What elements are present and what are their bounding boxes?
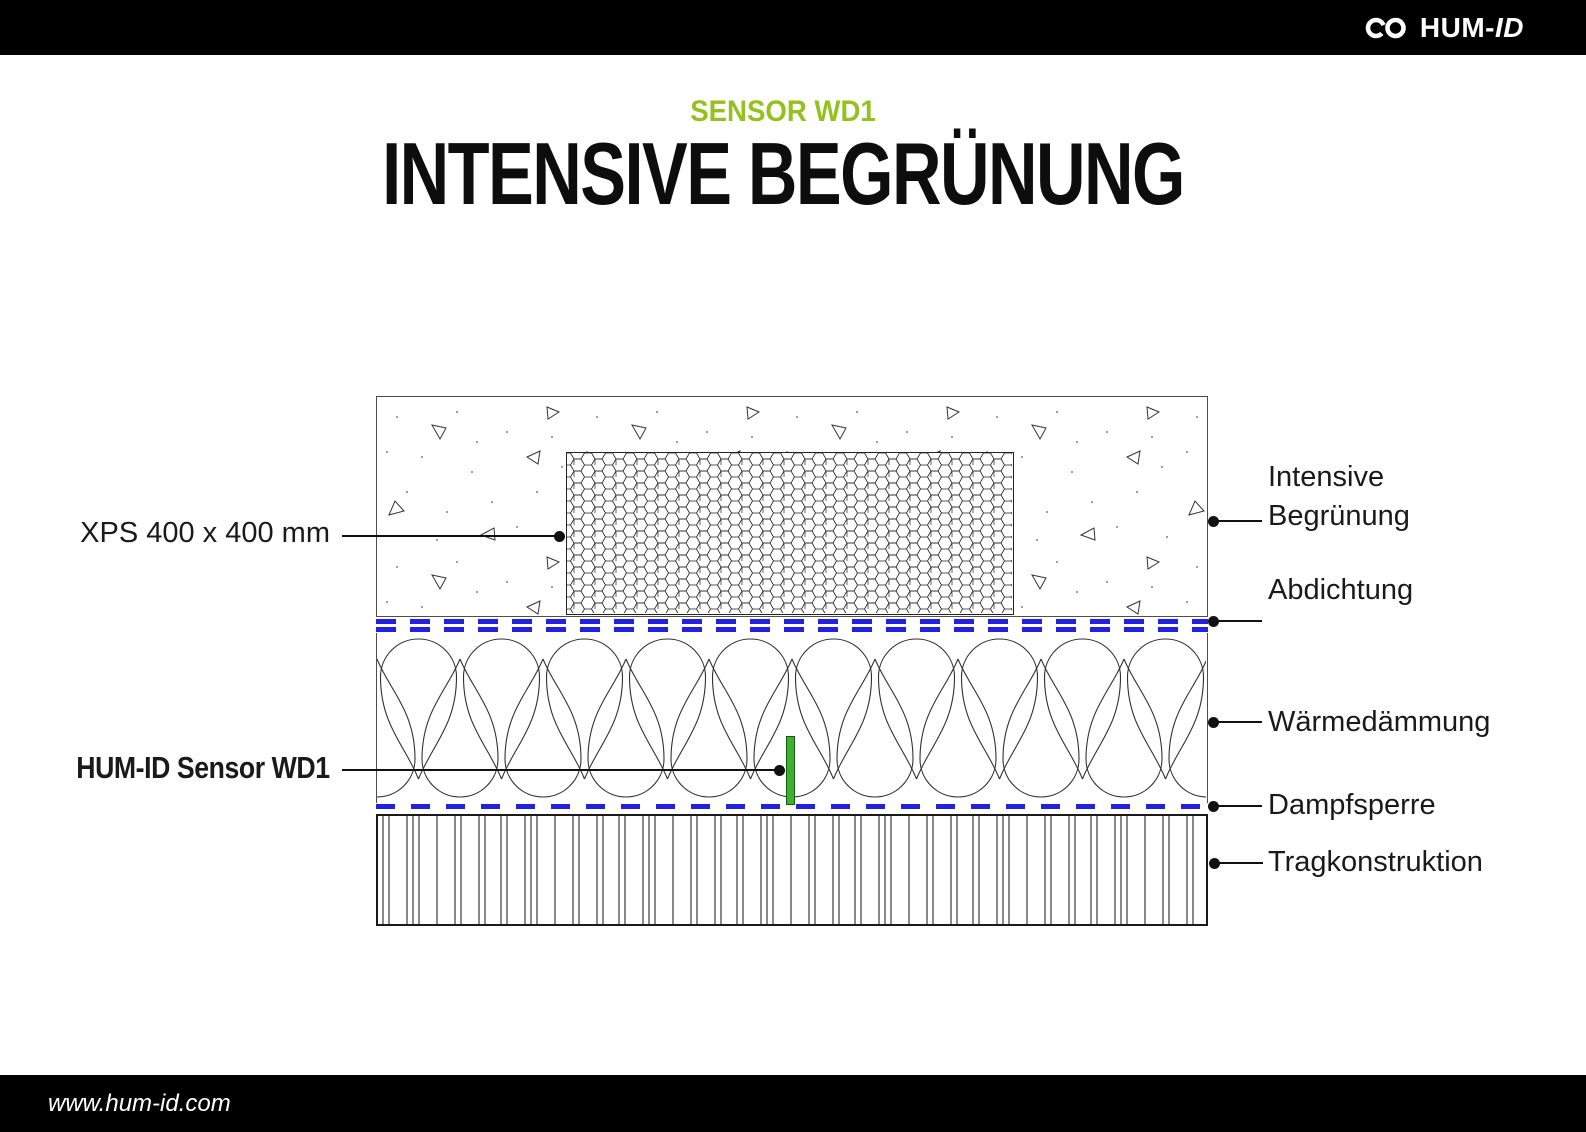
xps-honeycomb-pattern <box>567 453 1012 613</box>
leader-tragkonstruktion <box>1215 862 1263 864</box>
footer-bar <box>0 1075 1586 1132</box>
leader-waermedaemmung <box>1214 721 1262 723</box>
leader-sensor-dot <box>774 765 785 776</box>
hum-id-sensor-wd1-marker <box>786 736 795 805</box>
label-waermedaemmung: Wärmedämmung <box>1268 706 1491 738</box>
label-intensive-begruenung: Intensive Begrünung <box>1268 461 1410 532</box>
label-tragkonstruktion: Tragkonstruktion <box>1268 846 1483 878</box>
logo-wordmark <box>1420 12 1524 44</box>
label-xps: XPS 400 x 400 mm <box>80 517 330 549</box>
label-hum-id-sensor-wd1: HUM-ID Sensor WD1 <box>76 750 330 785</box>
layer-tragkonstruktion <box>376 814 1208 926</box>
label-abdichtung: Abdichtung <box>1268 574 1414 606</box>
xps-block <box>566 452 1014 615</box>
abdichtung-dash-bottom <box>376 627 1208 632</box>
abdichtung-dash-top <box>376 619 1208 624</box>
trag-hatch-pattern <box>378 816 1206 924</box>
leader-sensor <box>342 769 780 771</box>
infinity-logo-icon <box>1365 15 1411 41</box>
logo-text-id: ID <box>1495 11 1524 43</box>
footer-url: www.hum-id.com <box>48 1089 231 1117</box>
logo-text-hum: HUM- <box>1419 11 1495 43</box>
header-bar <box>0 0 1586 55</box>
kicker-sensor-wd1: SENSOR WD1 <box>690 95 876 128</box>
leader-xps-dot <box>554 531 565 542</box>
layer-intensive-begruenung <box>376 396 1208 617</box>
hum-id-logo <box>1365 0 1524 55</box>
leader-xps <box>342 535 560 537</box>
page-title: INTENSIVE BEGRÜNUNG <box>382 124 1184 223</box>
leader-begruenung <box>1214 520 1262 522</box>
leader-abdichtung <box>1214 620 1262 622</box>
leader-dampfsperre <box>1214 805 1262 807</box>
label-dampfsperre: Dampfsperre <box>1268 789 1436 821</box>
